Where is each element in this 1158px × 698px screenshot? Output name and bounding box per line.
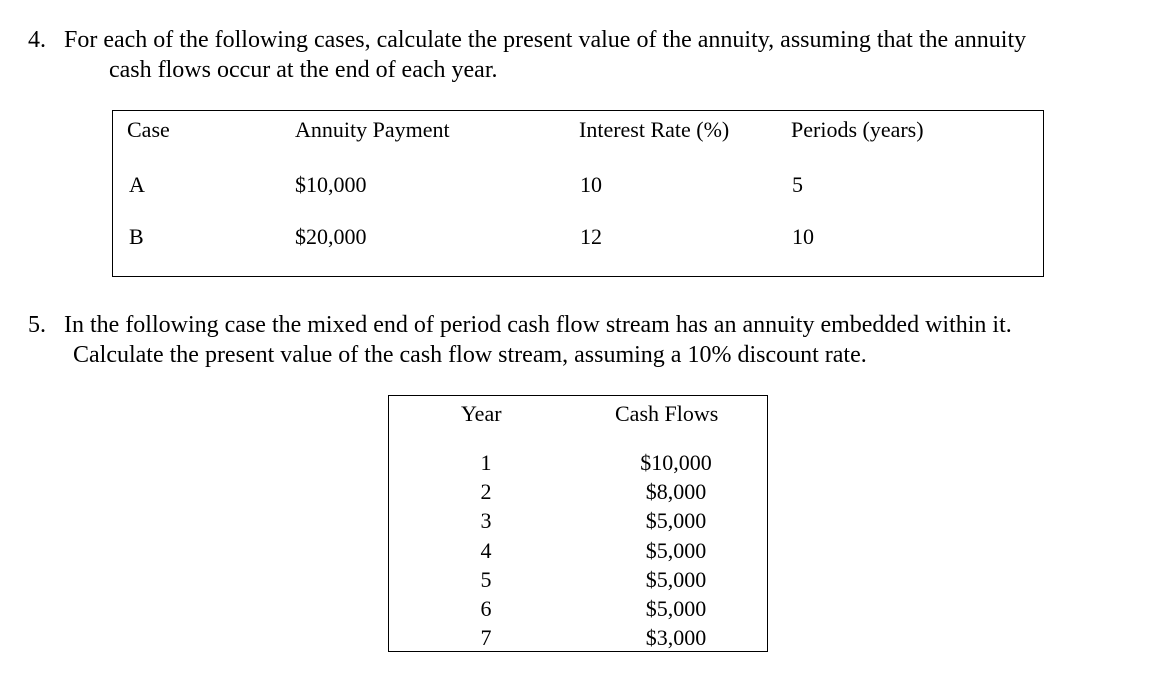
row-a-payment: $10,000 xyxy=(295,172,367,197)
cash-flow-cell: $5,000 xyxy=(645,596,707,622)
year-cell: 4 xyxy=(480,537,492,563)
year-cell: 2 xyxy=(480,479,492,505)
row-a-rate: 10 xyxy=(580,172,602,197)
header-case: Case xyxy=(127,117,170,142)
question-5-text-line-1: In the following case the mixed end of period cash flow stream has an annuity embedded within it. xyxy=(64,312,1012,338)
annuity-cases-table xyxy=(112,110,1044,277)
year-cell: 6 xyxy=(480,596,492,622)
cash-flow-cell: $3,000 xyxy=(645,625,707,651)
header-interest-rate: Interest Rate (%) xyxy=(579,117,730,142)
year-cell: 7 xyxy=(480,625,492,651)
cash-flow-cell: $5,000 xyxy=(645,566,707,592)
cash-flow-table xyxy=(388,395,768,652)
row-b-case: B xyxy=(129,224,144,249)
header-year: Year xyxy=(461,401,502,426)
question-4-text-line-2: cash flows occur at the end of each year. xyxy=(109,57,498,83)
cash-flow-cell: $8,000 xyxy=(645,479,707,505)
row-b-periods: 10 xyxy=(792,224,814,249)
year-cell: 1 xyxy=(480,450,492,475)
header-cash-flows: Cash Flows xyxy=(615,401,719,426)
cash-flow-cell: $10,000 xyxy=(640,450,712,475)
year-cell: 5 xyxy=(480,566,492,592)
question-4-number: 4. xyxy=(28,27,46,53)
header-periods: Periods (years) xyxy=(791,117,924,142)
row-b-rate: 12 xyxy=(580,224,602,249)
year-column xyxy=(466,448,506,652)
question-4-text-line-1: For each of the following cases, calculate the present value of the annuity, assuming that the annuity xyxy=(64,27,1027,53)
cash-flow-cell: $5,000 xyxy=(645,508,707,534)
row-a-periods: 5 xyxy=(792,172,803,197)
row-a-case: A xyxy=(129,172,145,197)
year-cell: 3 xyxy=(480,508,492,534)
cash-flow-cell: $5,000 xyxy=(645,537,707,563)
question-5-text-line-2: Calculate the present value of the cash flow stream, assuming a 10% discount rate. xyxy=(73,342,867,368)
question-5-number: 5. xyxy=(28,312,46,338)
row-b-payment: $20,000 xyxy=(295,224,367,249)
header-annuity-payment: Annuity Payment xyxy=(295,117,450,142)
cash-flow-column xyxy=(606,448,746,652)
